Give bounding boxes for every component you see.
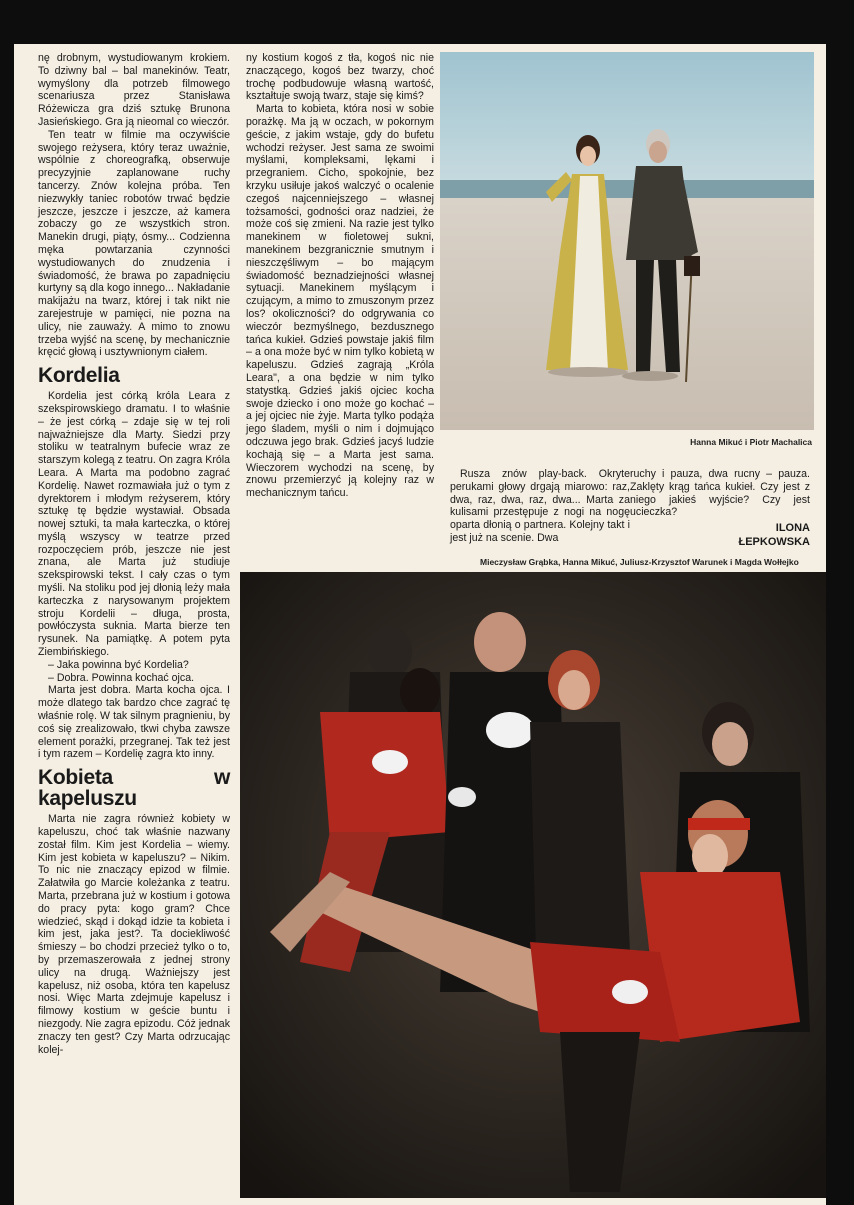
article-column-2: [246, 52, 434, 500]
paragraph: nę drobnym, wystudiowanym krokiem. To dziwny bal – bal manekinów. Teatr, wymyślony dla potrzeb filmowego scenariusza przez Stanisława Różewicza gra dziś sztukę Brunona Jasieńskiego. Gra ją nieomal co wieczór.: [38, 52, 230, 128]
author-last-name: ŁEPKOWSKA: [738, 536, 810, 549]
photo-caption: Hanna Mikuć i Piotr Machalica: [690, 437, 812, 447]
article-column-1: [38, 52, 230, 1056]
photo-couple-image: [440, 52, 814, 430]
scan-border-left-top: [0, 0, 14, 48]
section-heading-kordelia: Kordelia: [38, 364, 120, 388]
paragraph: ruchy i pauza, dwa rucny – pauza. Zaklęty krąg tańca kukieł. Czy jest z niego jakieś wyjście? Czy jest ucieczka?: [630, 468, 810, 519]
paragraph: – Jaka powinna być Kordelia?: [48, 658, 189, 671]
photo-caption: Mieczysław Grąbka, Hanna Mikuć, Juliusz-Krzysztof Warunek i Magda Wołłejko: [480, 557, 799, 567]
photo-dance-scene: [240, 572, 826, 1198]
paragraph: Marta to kobieta, która nosi w sobie porażkę. Ma ją w oczach, w pokornym geście, z jakim wstaje, gdy do bufetu wchodzi reżyser. Jest sama ze swoimi myślami, kompleksami, lękami i przegraniem. Cicho, spokojnie, bez krzyku usiłuje jakoś walczyć o ocalenie czegoś najcenniejszego – własnej tożsamości, godności oraz nadziei, że może coś się zmieni. Na razie jest tylko manekinem w fioletowej sukni, manekinem bezgranicznie smutnym i nieszczęśliwym – bo mającym świadomość beznadziejności własnej sytuacji. Manekinem myślącym i czującym, a mimo to zmuszonym przez los? okoliczności? do odgrywania co wieczór bezmyślnego, bezdusznego tańca kukieł. Gdzieś powstaje jakiś film – a ona może być w nim tylko kobietą w kapeluszu. Gdzieś zagrają „Króla Leara", a ona będzie w nim tylko statystką. Gdzieś jakiś ojciec kocha swoje dziecko i ono może go kochać – a jej ojciec nie żyje. Marta tylko podąża jego śladem, myśli o nim i dojmująco odczuwa jego brak. Gdzieś jacyś ludzie kochają się – a Marta jest sama. Wieczorem wychodzi na scenę, by znowu przemierzyć ją kolejny raz w mechanicznym tańcu.: [246, 103, 434, 500]
article-column-4: [630, 468, 810, 549]
author-signature: [630, 521, 810, 549]
paragraph: Kordelia jest córką króla Leara z szekspirowskiego dramatu. I to właśnie – że jest córką – zdaje się w tej roli najważniejsze dla Marty. Siedzi przy stoliku w teatralnym bufecie wraz ze starszym kolegą z teatru. On zagra Króla Leara. A Marta ma podobno zagrać Kordelię. Nawet rozmawiała już o tym z dyrektorem i młodym reżyserem, który sztukę tę będzie wystawiał. Obsada nowej sztuki, ta mała karteczka, o której myślą wszyscy w teatrze przed rozpoczęciem prób, jeszcze nie jest znana, ale Marta już studiuje szekspirowski tekst. I cały czas o tym myśli. Na stoliku pod jej dłonią leży mała karteczka z narysowanym projektem stroju Kordelii – długa, prosta, powłóczysta suknia. Marta bierze ten rysunek. Na pamiątkę. A potem pyta Ziembińskiego.: [38, 390, 230, 659]
paragraph: Marta jest dobra. Marta kocha ojca. I może dlatego tak bardzo chce zagrać tę właśnie rolę. W tak silnym pragnieniu, by coś się zrealizowało, tkwi chyba zawsze element porażki, przegranej. Tak też jest i tym razem – Kordelię zagra kto inny.: [38, 684, 230, 761]
author-first-name: ILONA: [775, 522, 810, 535]
photo-dance-image: [240, 572, 826, 1198]
paragraph: Marta nie zagra również kobiety w kapeluszu, choć tak właśnie nazwany został film. Kim jest Kordelia – wiemy. Kim jest kobieta w kapeluszu? – Nikim. To nic nie znaczący epizod w filmie. Załatwiła go Marcie koleżanka z teatru. Marta, przebrana już w kostium i gotowa do pracy pyta: kogo gram? Chce wiedzieć, skąd i dokąd idzie ta kobieta i kim jest, jaka jest?. Ta dociekliwość śmieszy – bo chodzi przecież tylko o to, by przemaszerowała z jednej strony ulicy na drugą. Ważniejszy jest kapelusz, niż osoba, która ten kapelusz nosi. Więc Marta zdejmuje kapelusz i filmowy kostium w geście buntu i niezgody. Nie zagra epizodu. Cóż jednak znaczy ten gest? Czy Marta odrzucając kolej-: [38, 813, 230, 1056]
scan-border-left: [0, 44, 14, 1205]
paragraph: ny kostium kogoś z tła, kogoś nic nie znaczącego, kogoś bez twarzy, choć trochę podbudowuje własną wartość, kształtuje swoją twarz, staje się kimś?: [246, 52, 434, 103]
photo-couple-on-beach: [440, 52, 814, 430]
paragraph: Rusza znów play-back. Okryte perukami głowy drgają miarowo: raz, dwa, raz, dwa, raz, dwa... Marta za kulisami przestępuje z nogi na nogę oparta dłonią o partnera. Kolejny takt i jest już na scenie. Dwa: [450, 468, 630, 544]
paragraph: Ten teatr w filmie ma oczywiście swojego reżysera, który teraz uważnie, wspólnie z choreografką, obserwuje precyzyjnie zaplanowane ruchy tancerzy. Znów kolejna próba. Ten niezwykły taniec robotów trwać będzie jeszcze, jeszcze i jeszcze, aż kamera zobaczy go ze wszystkich stron. Manekin drugi, piąty, ósmy... Codzienna męka powtarzania czynności wystudiowanych do znudzenia i świadomość, że brawa po zapadnięciu kurtyny są dla kogo innego... Nakładanie makijażu na twarz, której i tak nikt nie zarejestruje w pamięci, nie pozna na ulicy, nie zauważy. A mimo to znowu trzeba wyjść na scenę, by mechanicznie kręcić głową i usztywnionym ciałem.: [38, 128, 230, 359]
scan-border-top: [0, 0, 854, 44]
section-heading-kobieta: Kobieta w kapeluszu: [38, 766, 230, 811]
scan-border-right: [826, 0, 854, 1205]
article-column-3: [450, 468, 630, 545]
paragraph: – Dobra. Powinna kochać ojca.: [48, 671, 195, 684]
